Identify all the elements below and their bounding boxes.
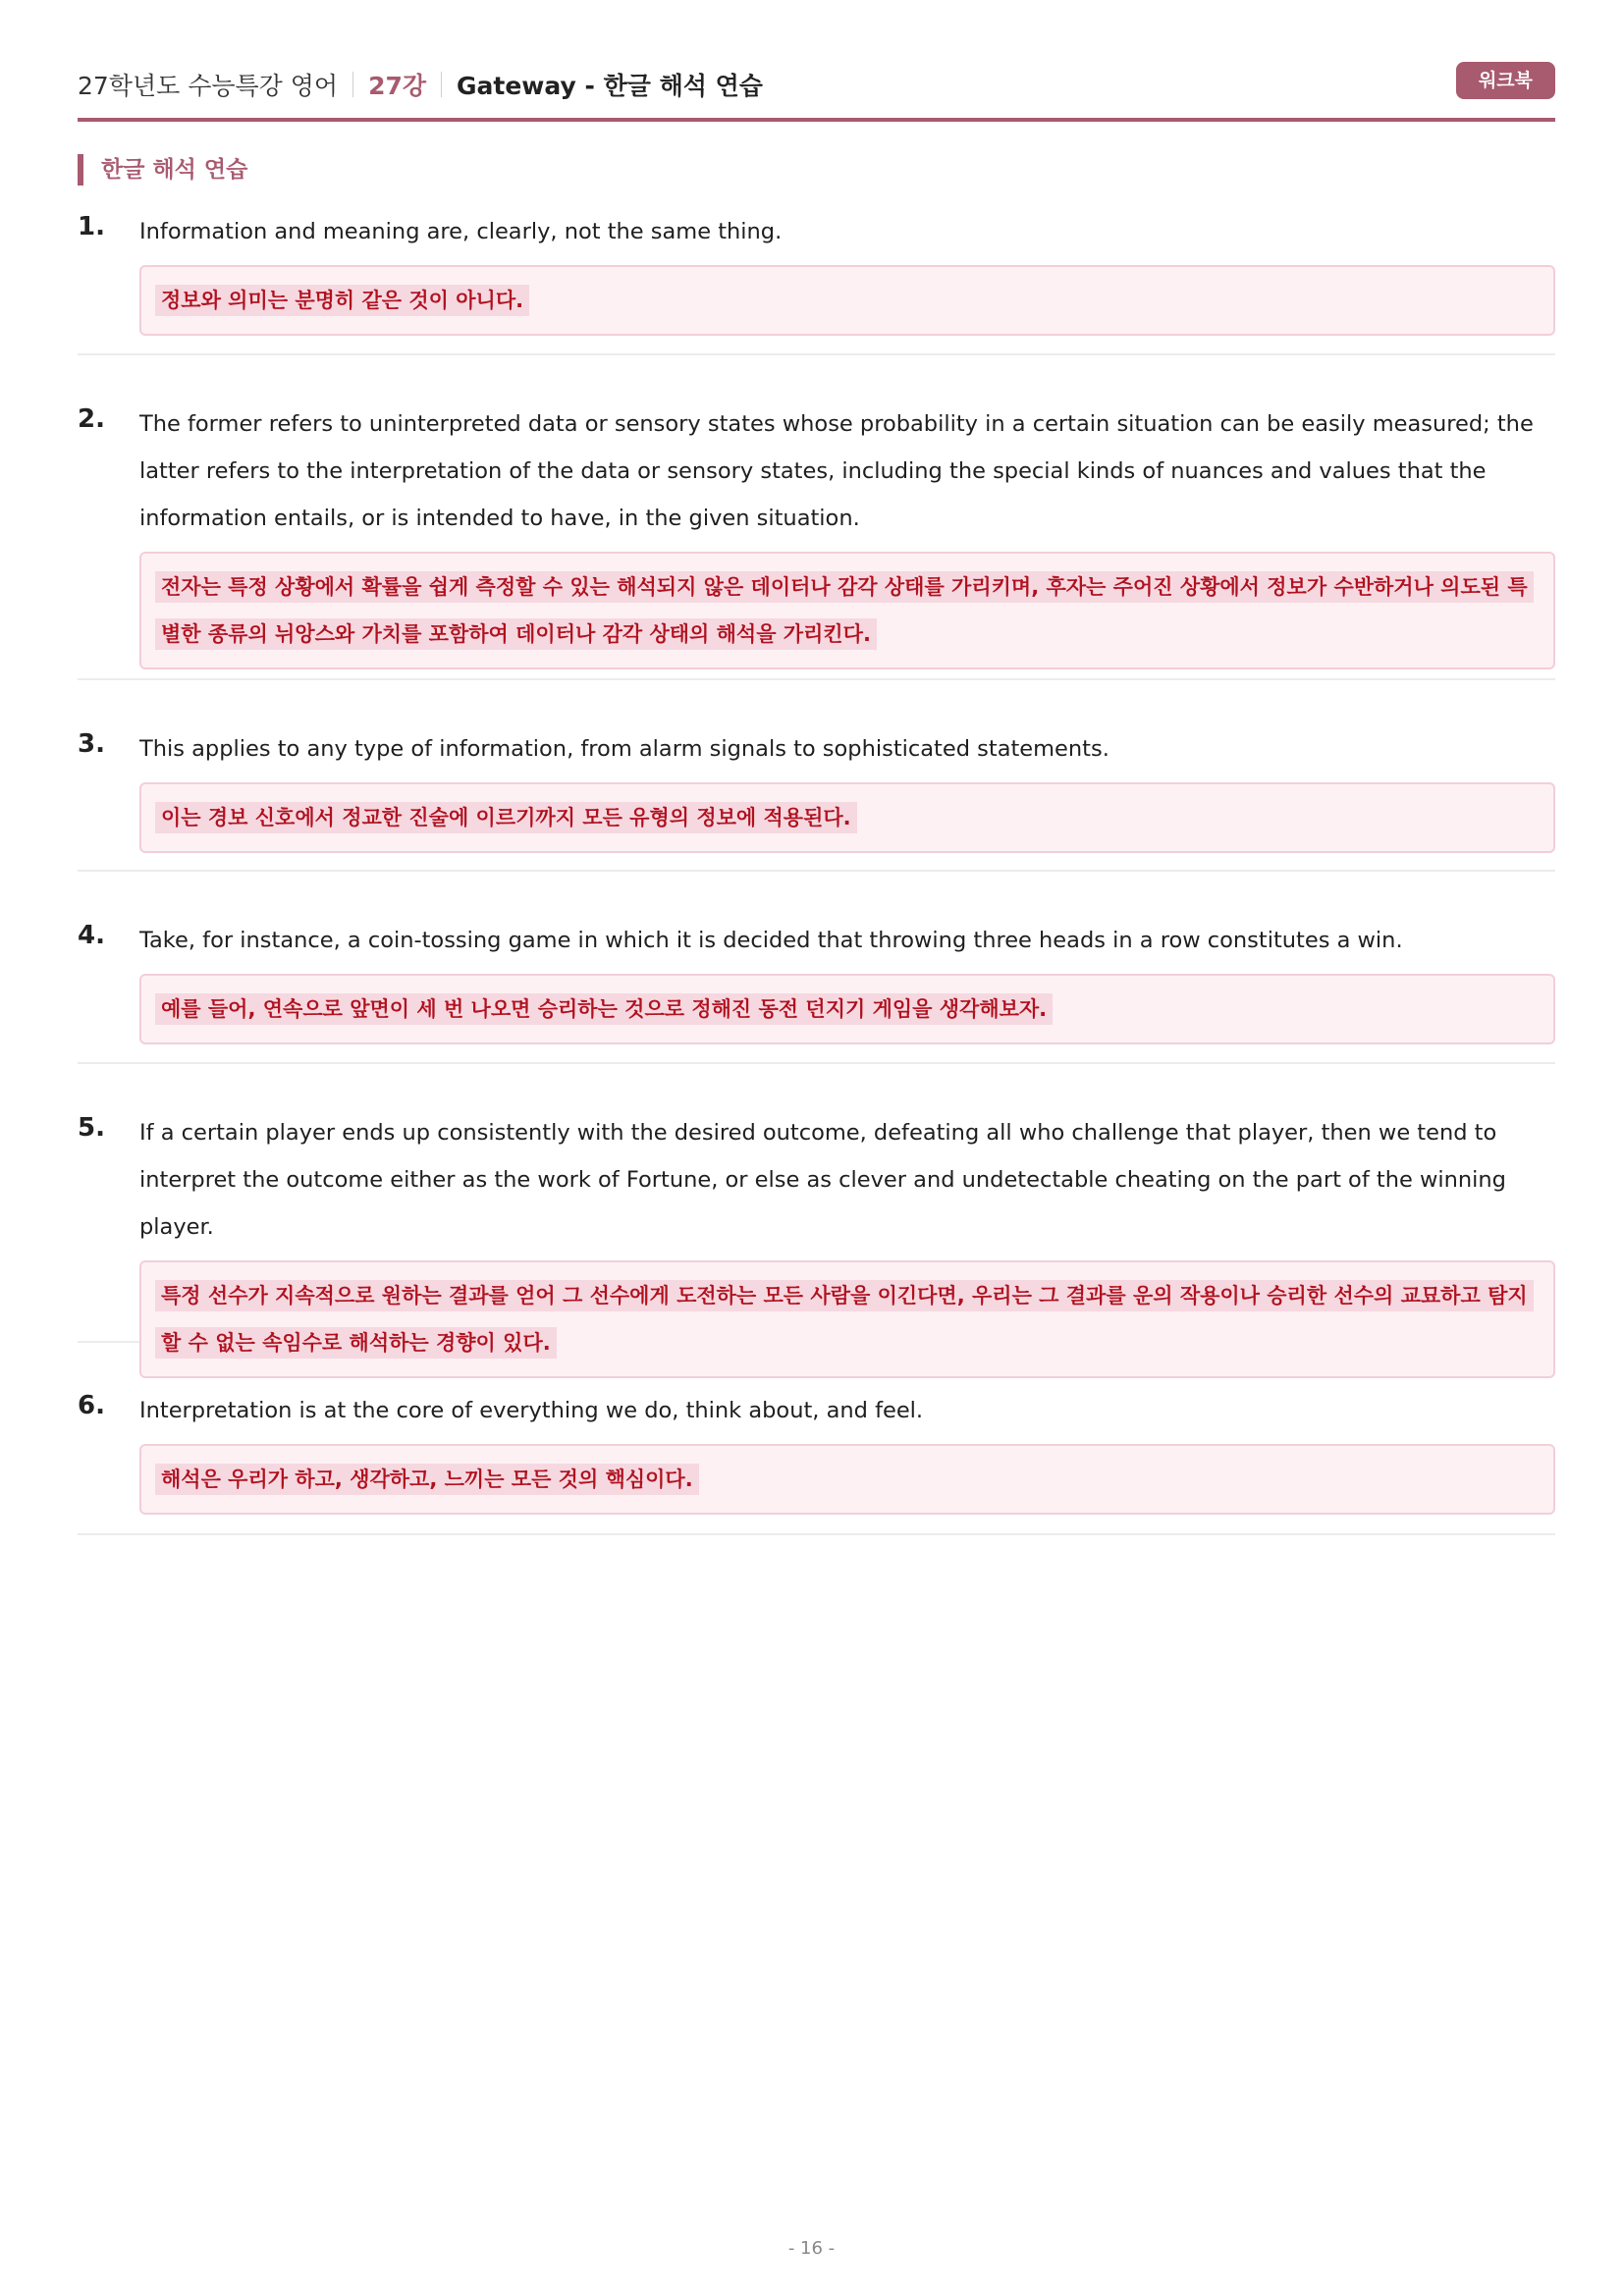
exercise-item <box>78 208 1555 355</box>
english-sentence: Take, for instance, a coin-tossing game in which it is decided that throwing three heads in a row constitutes a win. <box>139 928 1403 953</box>
korean-translation: 특정 선수가 지속적으로 원하는 결과를 얻어 그 선수에게 도전하는 모든 사람을 이긴다면, 우리는 그 결과를 운의 작용이나 승리한 선수의 교묘하고 탐지할 수 없는 속임수로 해석하는 경향이 있다. <box>155 1280 1534 1359</box>
korean-answer-box <box>139 782 1555 853</box>
korean-answer-box <box>139 974 1555 1044</box>
korean-translation: 해석은 우리가 하고, 생각하고, 느끼는 모든 것의 핵심이다. <box>155 1464 699 1495</box>
item-number: 6. <box>78 1391 105 1420</box>
item-number: 4. <box>78 921 105 950</box>
korean-translation: 전자는 특정 상황에서 확률을 쉽게 측정할 수 있는 해석되지 않은 데이터나 감각 상태를 가리키며, 후자는 주어진 상황에서 정보가 수반하거나 의도된 특별한 종류의 뉘앙스와 가치를 포함하여 데이터나 감각 상태의 해석을 가리킨다. <box>155 571 1534 650</box>
korean-translation: 정보와 의미는 분명히 같은 것이 아니다. <box>155 285 529 316</box>
section-title: 한글 해석 연습 <box>78 154 247 186</box>
exercise-item <box>78 1387 1555 1535</box>
korean-answer-box <box>139 1260 1555 1378</box>
korean-answer-box <box>139 552 1555 669</box>
exercise-item <box>78 1109 1555 1355</box>
exercise-item <box>78 725 1555 872</box>
item-number: 1. <box>78 212 105 241</box>
korean-answer-box <box>139 265 1555 336</box>
english-sentence: Information and meaning are, clearly, not the same thing. <box>139 219 783 244</box>
korean-translation: 이는 경보 신호에서 정교한 진술에 이르기까지 모든 유형의 정보에 적용된다. <box>155 802 857 833</box>
header-divider <box>352 72 353 97</box>
english-sentence: This applies to any type of information, from alarm signals to sophisticated statements. <box>139 736 1109 762</box>
workbook-badge: 워크북 <box>1456 62 1555 99</box>
exercise-item <box>78 917 1555 1064</box>
page-number: - 16 - <box>787 2238 836 2259</box>
korean-answer-box <box>139 1444 1555 1515</box>
page-header <box>78 59 1555 122</box>
english-sentence: Interpretation is at the core of everything we do, think about, and feel. <box>139 1398 924 1423</box>
english-sentence: The former refers to uninterpreted data or sensory states whose probability in a certain situation can be easily measured; the latter refers to the interpretation of the data or sensory states, including the special kinds of nuances and values that the information entails, or is intended to have, in the given situation. <box>139 411 1534 531</box>
item-number: 3. <box>78 729 105 759</box>
page-title: Gateway - 한글 해석 연습 <box>457 72 763 100</box>
english-sentence: If a certain player ends up consistently with the desired outcome, defeating all who challenge that player, then we tend to interpret the outcome either as the work of Fortune, or else as clever and undetectable cheating on the part of the winning player. <box>139 1120 1506 1240</box>
korean-translation: 예를 들어, 연속으로 앞면이 세 번 나오면 승리하는 것으로 정해진 동전 던지기 게임을 생각해보자. <box>155 993 1053 1025</box>
course-name: 27학년도 수능특강 영어 <box>78 72 339 100</box>
header-divider <box>441 72 442 97</box>
lesson-number: 27강 <box>368 72 427 100</box>
header-title-group <box>78 67 763 102</box>
exercise-item <box>78 400 1555 680</box>
item-number: 2. <box>78 404 105 434</box>
item-number: 5. <box>78 1113 105 1143</box>
